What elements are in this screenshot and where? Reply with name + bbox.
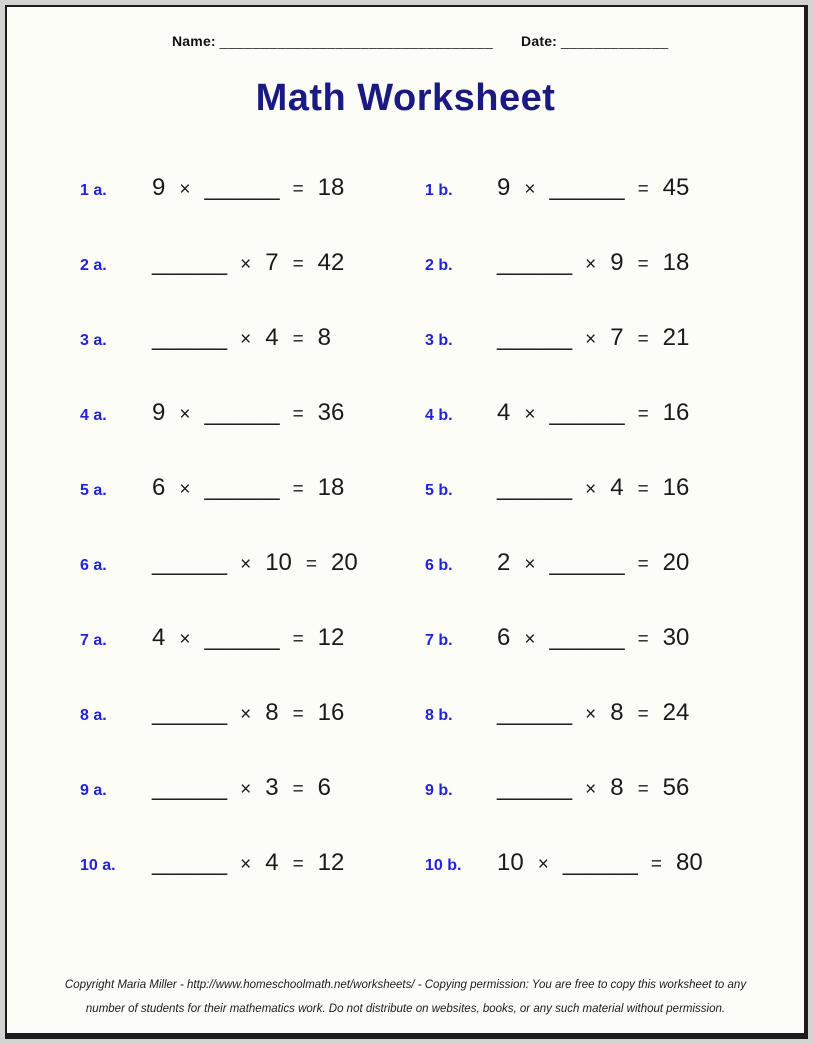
answer-blank: ______ xyxy=(549,624,624,652)
problem-expression xyxy=(497,399,689,427)
header xyxy=(7,7,804,49)
problem-label: 6 a. xyxy=(80,557,107,575)
answer-blank: ______ xyxy=(549,174,624,202)
answer-blank: ______ xyxy=(204,624,279,652)
multiply-sign: × xyxy=(524,554,536,576)
problem-row xyxy=(80,226,804,301)
number: 7 xyxy=(610,324,624,352)
problem-expression xyxy=(497,474,689,502)
problem-cell-a xyxy=(80,174,425,202)
problem-expression xyxy=(497,249,689,277)
problem-expression xyxy=(497,624,689,652)
equals-sign: = xyxy=(637,479,649,501)
number: 4 xyxy=(265,324,279,352)
problem-cell-a xyxy=(80,324,425,352)
equals-sign: = xyxy=(650,854,663,876)
number: 24 xyxy=(662,699,690,727)
problem-expression xyxy=(152,324,331,352)
problem-cell-b xyxy=(425,399,804,427)
number: 7 xyxy=(265,249,279,277)
multiply-sign: × xyxy=(524,629,536,651)
equals-sign: = xyxy=(637,704,649,726)
date-label: Date: xyxy=(521,33,558,49)
number: 9 xyxy=(152,174,166,202)
problem-expression xyxy=(152,699,344,727)
footer-line-1: Copyright Maria Miller - http://www.homeschoolmath.net/worksheets/ - Copying permission: You are free to copy this worksheet to any xyxy=(64,978,747,991)
date-group xyxy=(521,33,669,49)
number: 6 xyxy=(317,774,332,802)
equals-sign: = xyxy=(292,254,304,276)
problem-expression xyxy=(152,399,344,427)
number: 10 xyxy=(497,849,524,877)
problem-cell-a xyxy=(80,624,425,652)
answer-blank: ______ xyxy=(152,699,227,727)
multiply-sign: × xyxy=(179,179,191,201)
equals-sign: = xyxy=(292,854,304,876)
problem-label: 10 a. xyxy=(80,857,116,875)
problem-label: 4 a. xyxy=(80,407,107,425)
problem-expression xyxy=(497,699,689,727)
equals-sign: = xyxy=(637,404,649,426)
number: 16 xyxy=(662,399,690,427)
number: 18 xyxy=(317,474,345,502)
answer-blank: ______ xyxy=(152,849,227,877)
number: 42 xyxy=(317,249,345,277)
multiply-sign: × xyxy=(179,404,191,426)
worksheet-title: Math Worksheet xyxy=(255,77,556,119)
problem-label: 4 b. xyxy=(425,407,453,425)
date-blank-line: _____________ xyxy=(560,33,669,49)
problem-cell-b xyxy=(425,624,804,652)
number: 8 xyxy=(610,774,624,802)
answer-blank: ______ xyxy=(497,249,572,277)
number: 18 xyxy=(662,249,690,277)
equals-sign: = xyxy=(292,704,304,726)
multiply-sign: × xyxy=(240,329,252,351)
number: 4 xyxy=(497,399,511,427)
problem-cell-a xyxy=(80,249,425,277)
problem-cell-a xyxy=(80,474,425,502)
problem-cell-b xyxy=(425,324,804,352)
number: 21 xyxy=(662,324,690,352)
number: 6 xyxy=(152,474,166,502)
multiply-sign: × xyxy=(585,704,597,726)
problem-label: 7 b. xyxy=(425,632,453,650)
number: 12 xyxy=(317,849,345,877)
problem-label: 5 a. xyxy=(80,482,107,500)
equals-sign: = xyxy=(292,479,304,501)
number: 9 xyxy=(152,399,166,427)
answer-blank: ______ xyxy=(152,324,227,352)
number: 18 xyxy=(317,174,345,202)
answer-blank: ______ xyxy=(549,549,624,577)
problem-label: 8 b. xyxy=(425,707,453,725)
multiply-sign: × xyxy=(179,479,191,501)
problem-label: 7 a. xyxy=(80,632,107,650)
equals-sign: = xyxy=(637,629,649,651)
problem-label: 10 b. xyxy=(425,857,462,875)
problem-expression xyxy=(497,849,703,877)
problem-row xyxy=(80,676,804,751)
equals-sign: = xyxy=(637,329,649,351)
number: 16 xyxy=(317,699,345,727)
equals-sign: = xyxy=(292,404,304,426)
multiply-sign: × xyxy=(240,854,252,876)
problem-expression xyxy=(497,774,689,802)
problem-row xyxy=(80,826,804,901)
number: 56 xyxy=(662,774,690,802)
problem-row xyxy=(80,751,804,826)
answer-blank: ______ xyxy=(152,774,227,802)
number: 30 xyxy=(662,624,690,652)
problem-expression xyxy=(152,624,344,652)
problem-cell-b xyxy=(425,774,804,802)
problem-cell-a xyxy=(80,774,425,802)
problem-expression xyxy=(497,174,689,202)
problem-label: 3 a. xyxy=(80,332,107,350)
number: 36 xyxy=(317,399,345,427)
answer-blank: ______ xyxy=(204,174,279,202)
multiply-sign: × xyxy=(179,629,191,651)
answer-blank: ______ xyxy=(152,249,227,277)
problem-row xyxy=(80,451,804,526)
problem-label: 1 a. xyxy=(80,182,107,200)
problem-cell-a xyxy=(80,699,425,727)
multiply-sign: × xyxy=(240,554,252,576)
problems-grid xyxy=(7,151,804,901)
multiply-sign: × xyxy=(585,479,597,501)
answer-blank: ______ xyxy=(204,399,279,427)
problem-label: 2 b. xyxy=(425,257,453,275)
footer-line-2: number of students for their mathematics work. Do not distribute on websites, books, or any such material without permission. xyxy=(85,1002,726,1015)
number: 4 xyxy=(610,474,624,502)
problem-label: 2 a. xyxy=(80,257,107,275)
problem-cell-a xyxy=(80,399,425,427)
multiply-sign: × xyxy=(240,254,252,276)
problem-cell-b xyxy=(425,249,804,277)
problem-label: 6 b. xyxy=(425,557,453,575)
equals-sign: = xyxy=(305,554,318,576)
multiply-sign: × xyxy=(585,254,597,276)
problem-label: 9 b. xyxy=(425,782,453,800)
number: 8 xyxy=(265,699,279,727)
number: 20 xyxy=(662,549,690,577)
problem-expression xyxy=(497,324,689,352)
answer-blank: ______ xyxy=(549,399,624,427)
problem-row xyxy=(80,376,804,451)
problem-row xyxy=(80,601,804,676)
problem-expression xyxy=(497,549,689,577)
number: 16 xyxy=(662,474,690,502)
problem-label: 9 a. xyxy=(80,782,107,800)
problem-expression xyxy=(152,849,344,877)
number: 45 xyxy=(662,174,690,202)
multiply-sign: × xyxy=(240,704,252,726)
number: 2 xyxy=(497,549,511,577)
problem-cell-b xyxy=(425,549,804,577)
problem-cell-b xyxy=(425,699,804,727)
problem-expression xyxy=(152,249,344,277)
multiply-sign: × xyxy=(524,404,536,426)
problem-expression xyxy=(152,774,331,802)
problem-cell-a xyxy=(80,849,425,877)
answer-blank: ______ xyxy=(497,774,572,802)
number: 4 xyxy=(265,849,279,877)
answer-blank: ______ xyxy=(497,699,572,727)
equals-sign: = xyxy=(637,179,649,201)
multiply-sign: × xyxy=(537,854,549,876)
answer-blank: ______ xyxy=(562,849,637,877)
number: 80 xyxy=(676,849,703,877)
multiply-sign: × xyxy=(240,779,252,801)
problem-label: 8 a. xyxy=(80,707,107,725)
equals-sign: = xyxy=(292,779,304,801)
answer-blank: ______ xyxy=(204,474,279,502)
number: 3 xyxy=(265,774,279,802)
equals-sign: = xyxy=(637,254,649,276)
number: 6 xyxy=(497,624,511,652)
equals-sign: = xyxy=(292,329,304,351)
equals-sign: = xyxy=(637,779,649,801)
problem-row xyxy=(80,526,804,601)
problem-cell-b xyxy=(425,174,804,202)
problem-expression xyxy=(152,474,344,502)
number: 4 xyxy=(152,624,166,652)
worksheet-page xyxy=(5,5,808,1039)
answer-blank: ______ xyxy=(497,324,572,352)
equals-sign: = xyxy=(292,179,304,201)
number: 10 xyxy=(265,549,292,577)
equals-sign: = xyxy=(292,629,304,651)
number: 9 xyxy=(610,249,624,277)
number: 8 xyxy=(317,324,332,352)
number: 9 xyxy=(497,174,511,202)
problem-cell-b xyxy=(425,474,804,502)
answer-blank: ______ xyxy=(152,549,227,577)
problem-label: 1 b. xyxy=(425,182,453,200)
problem-cell-a xyxy=(80,549,425,577)
problem-row xyxy=(80,151,804,226)
problem-label: 3 b. xyxy=(425,332,453,350)
multiply-sign: × xyxy=(585,329,597,351)
multiply-sign: × xyxy=(524,179,536,201)
problem-row xyxy=(80,301,804,376)
name-blank-line: _________________________________ xyxy=(219,33,494,49)
name-label: Name: xyxy=(172,33,216,49)
multiply-sign: × xyxy=(585,779,597,801)
equals-sign: = xyxy=(637,554,649,576)
number: 20 xyxy=(331,549,358,577)
problem-expression xyxy=(152,174,344,202)
answer-blank: ______ xyxy=(497,474,572,502)
number: 12 xyxy=(317,624,345,652)
footer-copyright xyxy=(7,973,804,1021)
problem-cell-b xyxy=(425,849,804,877)
problem-expression xyxy=(152,549,358,577)
number: 8 xyxy=(610,699,624,727)
problem-label: 5 b. xyxy=(425,482,453,500)
